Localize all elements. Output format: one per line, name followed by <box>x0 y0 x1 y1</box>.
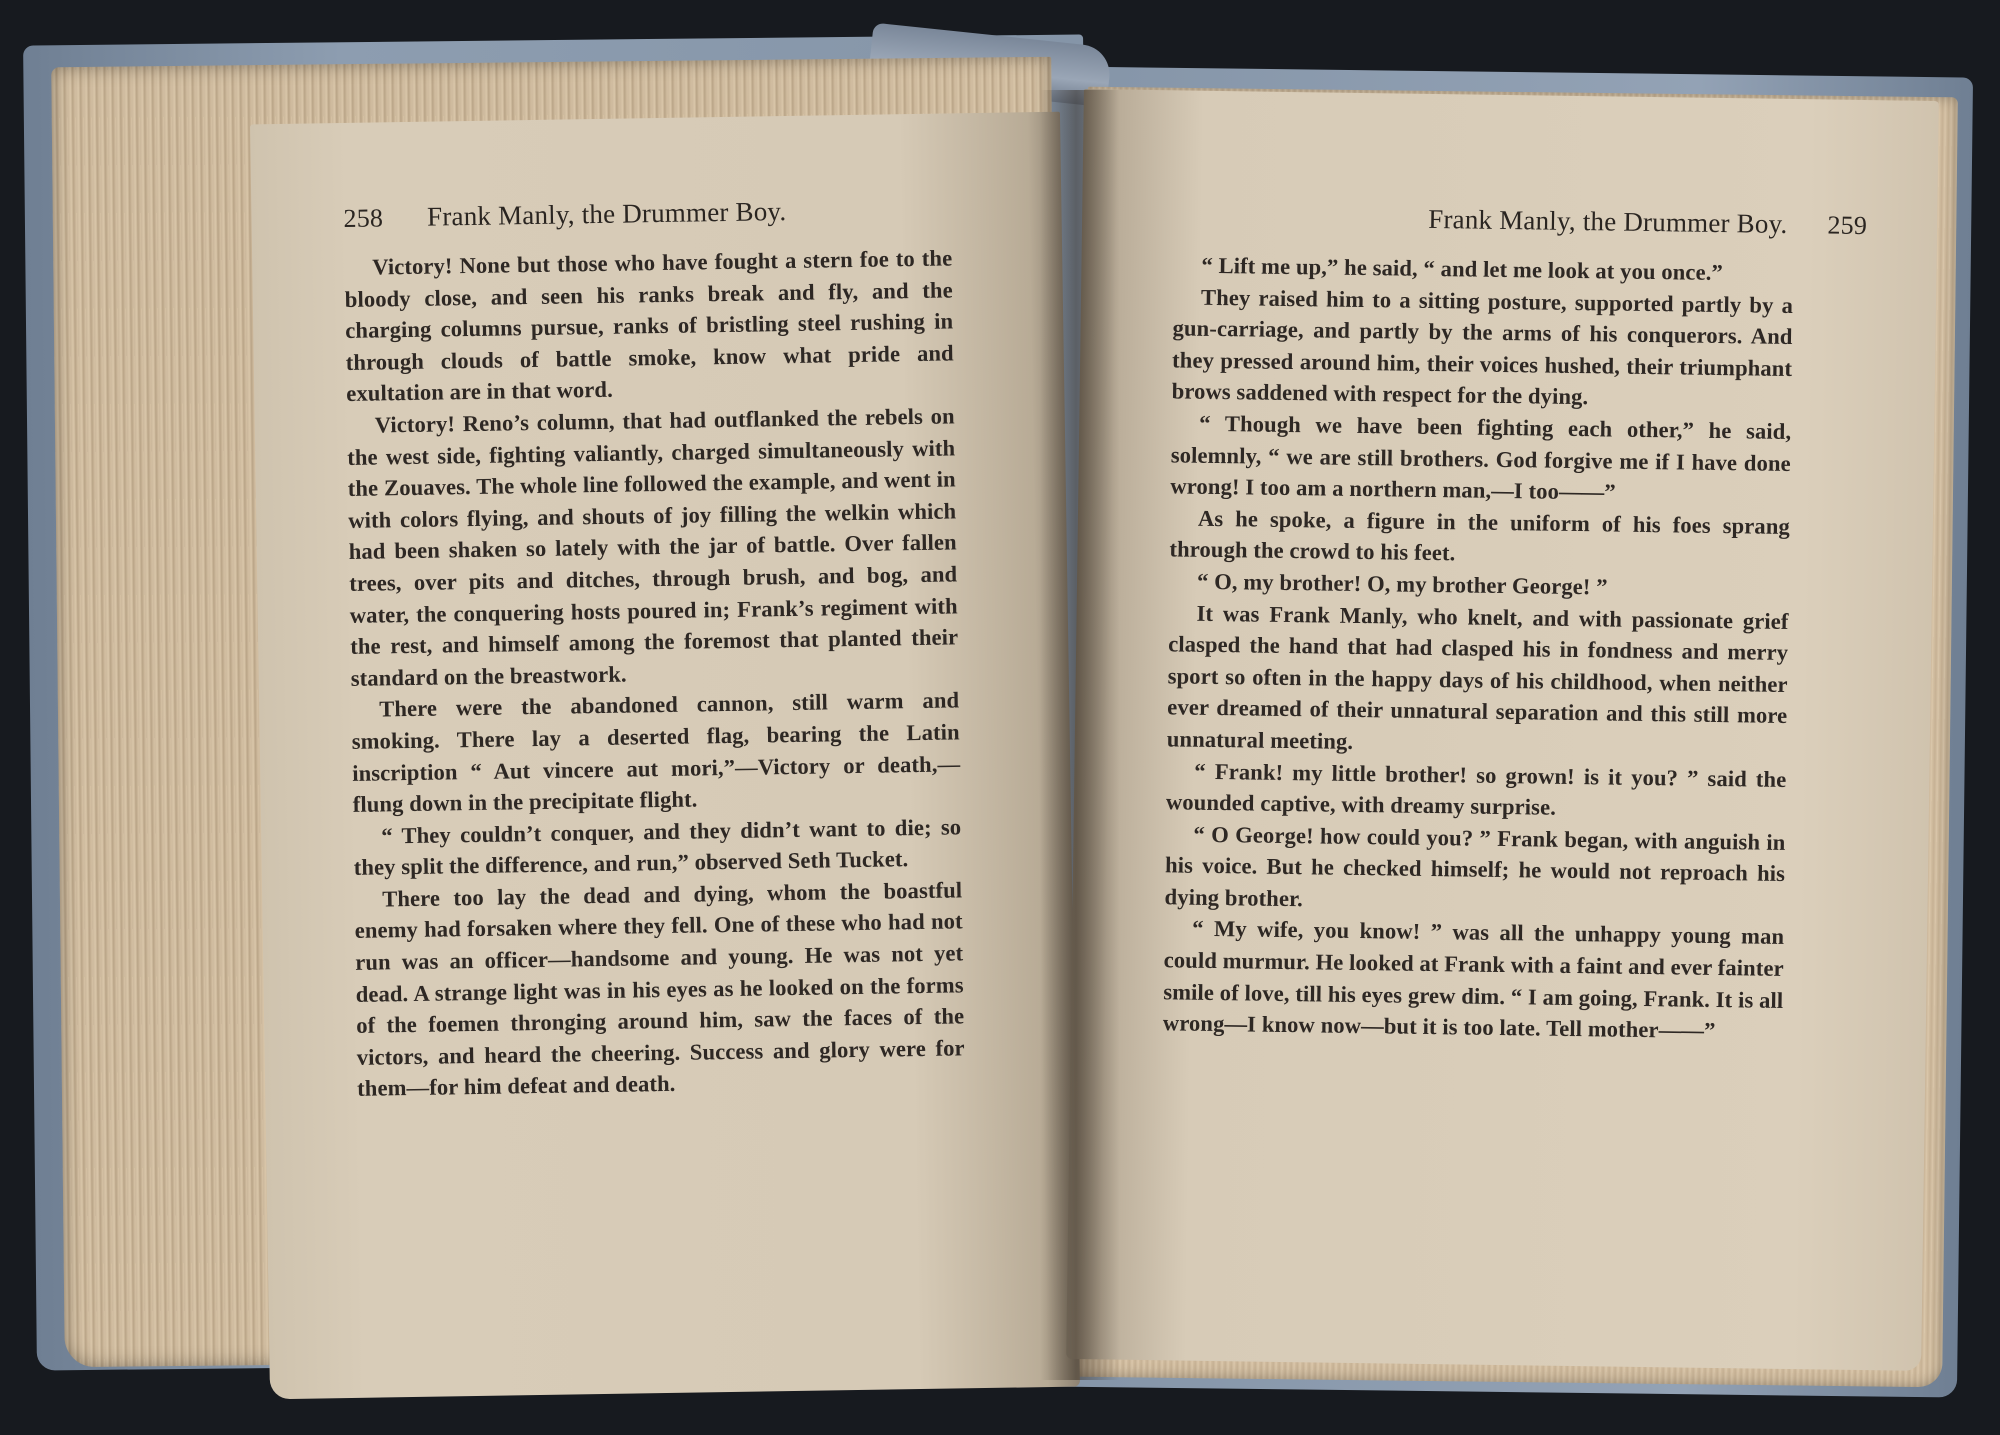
left-paragraph: Victory! None but those who have fought a stern foe to the bloody close, and seen his ranks break and fly, and the charging columns pursue, ranks of bristling steel rushing in through clouds of battle smoke, know what pride and exultation are in that word. <box>344 245 954 407</box>
right-paragraph: “ Though we have been fighting each other,” he said, solemnly, “ we are still brothers. God forgive me if I have done wrong! I too am a northern man,—I too——” <box>1170 410 1792 505</box>
right-paragraph: “ Frank! my little brother! so grown! is it you? ” said the wounded captive, with dreamy surprise. <box>1165 758 1787 820</box>
left-paragraph: “ They couldn’t conquer, and they didn’t want to die; so they split the difference, and run,” observed Seth Tucket. <box>353 814 962 881</box>
left-page-number: 258 <box>343 203 384 233</box>
left-running-title: Frank Manly, the Drummer Boy. <box>426 196 787 232</box>
left-paragraph: Victory! Reno’s column, that had outflanked the rebels on the west side, fighting valiantly, charged simultaneously with the Zouaves. The whole line followed the example, and went in with colors flying, and shouts of joy filling the welkin which had been shaken so lately with the jar of battle. Over fallen trees, over pits and ditches, through brush, and bog, and water, the conquering hosts poured in; Frank’s regiment with the rest, and himself among the foremost that planted their standard on the breastwork. <box>347 403 959 691</box>
right-body-text <box>1163 249 1794 1047</box>
right-paragraph: “ O, my brother! O, my brother George! ” <box>1196 568 1608 600</box>
right-running-title: Frank Manly, the Drummer Boy. <box>1428 203 1788 239</box>
left-running-head <box>343 192 1011 233</box>
left-paragraph: There too lay the dead and dying, whom the boastful enemy had forsaken where they fell. One of these who had not run was an officer—handsome and young. He was not yet dead. A strange light was in his eyes as he looked on the forms of the foemen thronging around him, saw the faces of the victors, and heard the cheering. Success and glory were for them—for him defeat and death. <box>354 877 965 1102</box>
gutter-shadow <box>1040 90 1120 1380</box>
right-running-head <box>1174 200 1867 241</box>
right-paragraph: They raised him to a sitting posture, supported partly by a gun-carriage, and partly by the arms of his conquerors. And they pressed around him, their voices hushed, their triumphant brows saddened with respect for the dying. <box>1171 284 1794 410</box>
left-page <box>250 112 1080 1400</box>
left-body-text <box>344 242 965 1104</box>
right-paragraph: “ Lift me up,” he said, “ and let me look at you once.” <box>1201 252 1723 286</box>
right-paragraph: “ My wife, you know! ” was all the unhappy young man could murmur. He looked at Frank with a faint and ever fainter smile of love, till his eyes grew dim. “ I am going, Frank. It is all wrong—I know now—but it is too late. Tell mother——” <box>1162 916 1785 1044</box>
right-paragraph: As he spoke, a figure in the uniform of his foes sprang through the crowd to his feet. <box>1169 505 1791 566</box>
right-page-number: 259 <box>1827 210 1868 241</box>
right-paragraph: “ O George! how could you? ” Frank began, with anguish in his voice. But he checked himself; he would not reproach his dying brother. <box>1164 821 1786 912</box>
right-paragraph: It was Frank Manly, who knelt, and with passionate grief clasped the hand that had clasped his in fondness and merry sport so often in the happy days of his childhood, when neither ever dreamed of their unnatural separation and this still more unnatural meeting. <box>1166 600 1789 754</box>
right-page <box>1066 89 1939 1371</box>
left-paragraph: There were the abandoned cannon, still warm and smoking. There lay a deserted flag, bearing the Latin inscription “ Aut vincere aut mori,”—Victory or death,—flung down in the precipitate flight. <box>351 687 961 818</box>
